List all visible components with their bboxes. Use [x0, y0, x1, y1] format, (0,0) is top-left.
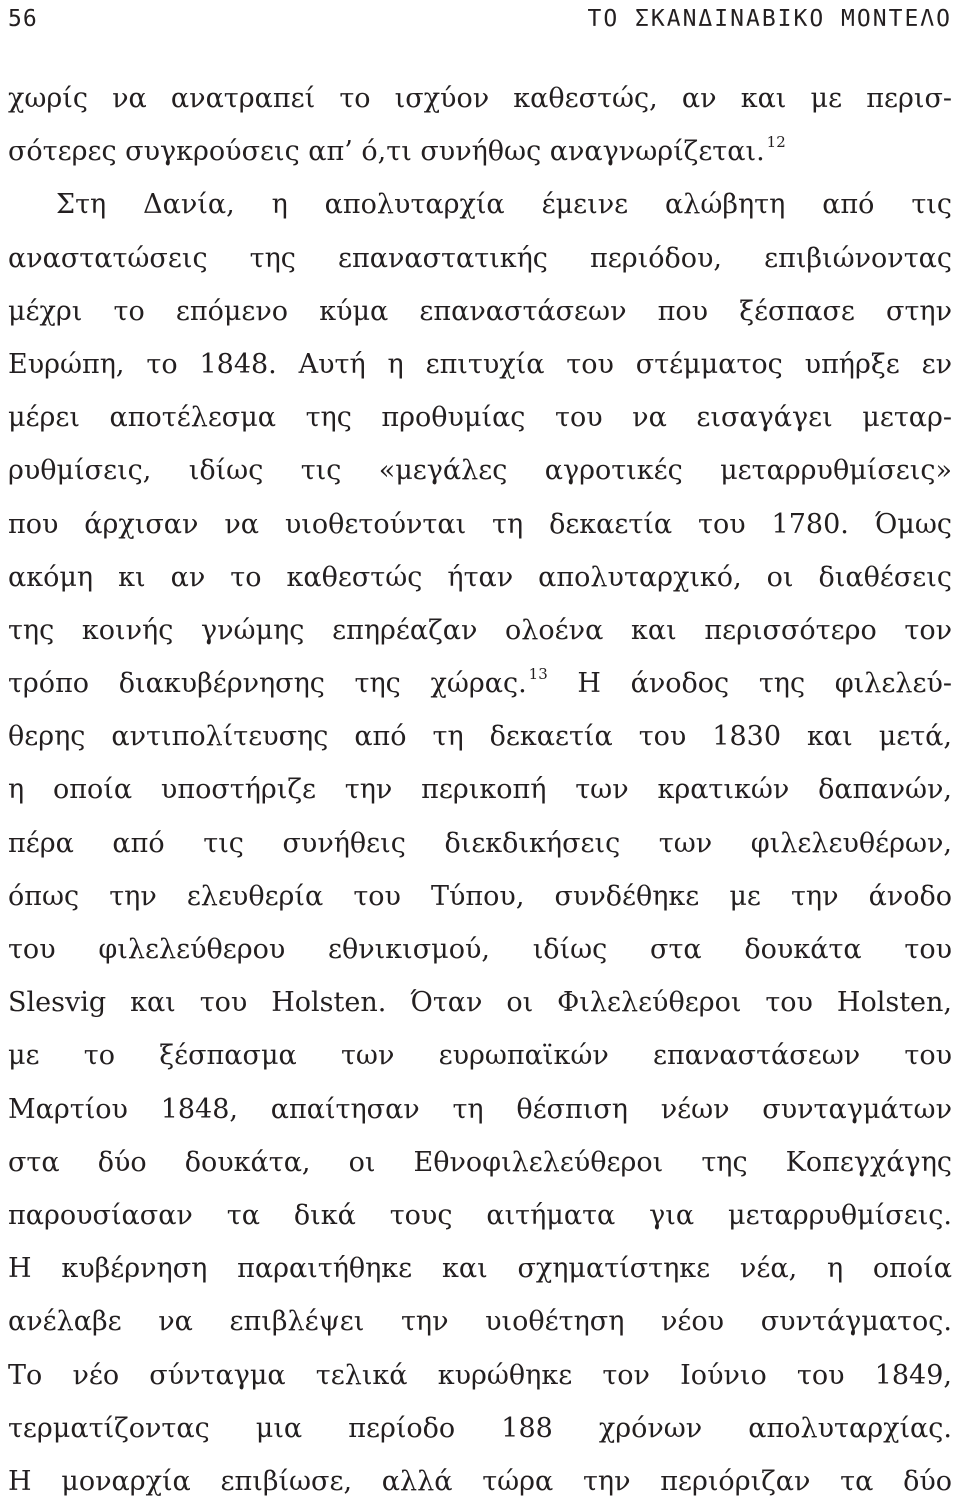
- text-line: η οποία υποστήριζε την περικοπή των κρατικών δαπανών,: [8, 774, 952, 806]
- running-title: ΤΟ ΣΚΑΝΔΙΝΑΒΙΚΟ ΜΟΝΤΕΛΟ: [587, 6, 952, 32]
- text-line: στα δύο δουκάτα, οι Εθνοφιλελεύθεροι της Κοπεγχάγης: [8, 1146, 952, 1178]
- text-line: που άρχισαν να υιοθετούνται τη δεκαετία του 1780. Όμως: [8, 508, 952, 540]
- text-line: χωρίς να ανατραπεί το ισχύον καθεστώς, αν και με περισ-: [8, 83, 952, 114]
- page-number: 56: [8, 6, 38, 32]
- text-line: τερματίζοντας μια περίοδο 188 χρόνων απολυταρχίας.: [8, 1412, 952, 1444]
- text-line-content: Η άνοδος της φιλελεύ-: [577, 668, 952, 700]
- footnote-ref-13: 13: [528, 665, 548, 684]
- footnote-ref-12: 12: [766, 133, 786, 152]
- paragraph-first-line: Στη Δανία, η απολυταρχία έμεινε αλώβητη από τις: [56, 189, 952, 221]
- text-line: μέχρι το επόμενο κύμα επαναστάσεων που ξέσπασε στην: [8, 295, 952, 327]
- text-line: [8, 657, 952, 710]
- body-text: [8, 72, 952, 1508]
- text-line: Η μοναρχία επιβίωσε, αλλά τώρα την περιόριζαν τα δύο: [8, 1465, 952, 1497]
- text-line: Slesvig και του Holsten. Όταν οι Φιλελεύθεροι του Holsten,: [8, 987, 952, 1019]
- text-line: [8, 125, 952, 178]
- text-line: όπως την ελευθερία του Τύπου, συνδέθηκε με την άνοδο: [8, 880, 952, 912]
- text-line: θερης αντιπολίτευσης από τη δεκαετία του 1830 και μετά,: [8, 721, 952, 753]
- text-line: Μαρτίου 1848, απαίτησαν τη θέσπιση νέων συνταγμάτων: [8, 1093, 952, 1125]
- text-line: μέρει αποτέλεσμα της προθυμίας του να εισαγάγει μεταρ-: [8, 402, 952, 434]
- text-line: της κοινής γνώμης επηρέαζαν ολοένα και περισσότερο τον: [8, 614, 952, 646]
- text-line: ρυθμίσεις, ιδίως τις «μεγάλες αγροτικές μεταρρυθμίσεις»: [8, 455, 952, 487]
- text-line: αναστατώσεις της επαναστατικής περιόδου, επιβιώνοντας: [8, 242, 952, 274]
- text-line: παρουσίασαν τα δικά τους αιτήματα για μεταρρυθμίσεις.: [8, 1199, 952, 1231]
- text-line: του φιλελεύθερου εθνικισμού, ιδίως στα δουκάτα του: [8, 934, 952, 965]
- text-line: πέρα από τις συνήθεις διεκδικήσεις των φιλελευθέρων,: [8, 827, 952, 859]
- text-line-content: σότερες συγκρούσεις απ’ ό,τι συνήθως αναγνωρίζεται.: [8, 136, 765, 168]
- text-line: Το νέο σύνταγμα τελικά κυρώθηκε τον Ιούνιο του 1849,: [8, 1359, 952, 1391]
- page-header: [8, 6, 952, 36]
- text-line: Η κυβέρνηση παραιτήθηκε και σχηματίστηκε νέα, η οποία: [8, 1253, 952, 1285]
- text-line: ακόμη κι αν το καθεστώς ήταν απολυταρχικό, οι διαθέσεις: [8, 561, 952, 593]
- text-line-content: τρόπο διακυβέρνησης της χώρας.: [8, 668, 527, 700]
- text-line: με το ξέσπασμα των ευρωπαϊκών επαναστάσεων του: [8, 1040, 952, 1072]
- text-line: Ευρώπη, το 1848. Αυτή η επιτυχία του στέμματος υπήρξε εν: [8, 348, 952, 380]
- text-line: ανέλαβε να επιβλέψει την υιοθέτηση νέου συντάγματος.: [8, 1306, 952, 1338]
